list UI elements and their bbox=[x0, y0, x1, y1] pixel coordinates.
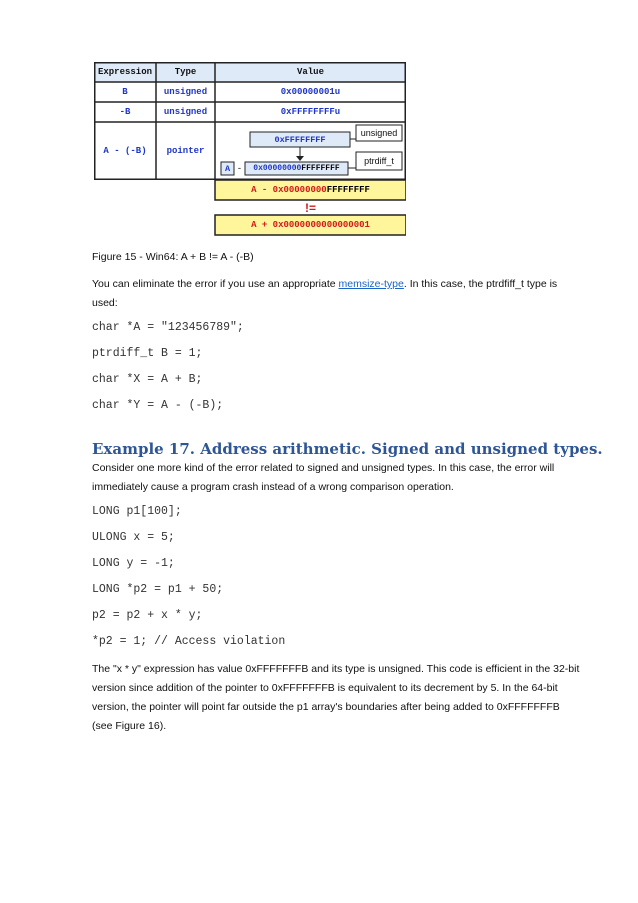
row-b-type: unsigned bbox=[163, 87, 208, 97]
unsigned-label: unsigned bbox=[360, 128, 398, 138]
row-negb-type: unsigned bbox=[163, 107, 208, 117]
inner-minus: - bbox=[236, 163, 243, 174]
header-value: Value bbox=[296, 67, 324, 77]
paragraph-line: version, the pointer will point far outside the p1 array's boundaries after being added to 0xFFFFFFFB bbox=[92, 701, 560, 713]
code-line: ptrdiff_t B = 1; bbox=[92, 347, 203, 360]
memsize-type-link[interactable]: memsize-type bbox=[338, 278, 404, 290]
row-b-value: 0x00000001u bbox=[280, 87, 341, 97]
paragraph-line: immediately cause a program crash instead of a wrong comparison operation. bbox=[92, 481, 454, 493]
code-line: char *Y = A - (-B); bbox=[92, 399, 224, 412]
extended-suffix: FFFFFFFF bbox=[301, 164, 340, 173]
result-plus: A + 0x0000000000000001 bbox=[251, 220, 370, 230]
extended-value bbox=[245, 162, 348, 175]
paragraph-line: version since addition of the pointer to 0xFFFFFFFB is equivalent to its decrement by 5. In the 64-bit bbox=[92, 682, 558, 694]
a-box: A bbox=[224, 163, 231, 174]
row-negb-value: 0xFFFFFFFFu bbox=[280, 107, 341, 117]
header-expression: Expression bbox=[97, 67, 152, 77]
not-equal-sign: != bbox=[304, 200, 316, 215]
inner-top-value: 0xFFFFFFFF bbox=[274, 134, 326, 145]
figure-caption: Figure 15 - Win64: A + B != A - (-B) bbox=[92, 251, 254, 263]
code-line: char *A = "123456789"; bbox=[92, 321, 244, 334]
result-minus bbox=[215, 180, 406, 200]
paragraph-memsize-line2: used: bbox=[92, 297, 118, 309]
code-line: LONG y = -1; bbox=[92, 557, 175, 570]
result-minus-prefix: A - 0x00000000 bbox=[251, 185, 327, 195]
figure-15 bbox=[94, 62, 406, 236]
row-b-expr: B bbox=[122, 87, 128, 97]
code-line: p2 = p2 + x * y; bbox=[92, 609, 203, 622]
paragraph-line: The "x * y" expression has value 0xFFFFFFFB and its type is unsigned. This code is efficient in the 32-bit bbox=[92, 663, 580, 675]
code-line: ULONG x = 5; bbox=[92, 531, 175, 544]
code-line: LONG *p2 = p1 + 50; bbox=[92, 583, 224, 596]
paragraph-line: Consider one more kind of the error related to signed and unsigned types. In this case, the error will bbox=[92, 462, 555, 474]
paragraph-intro bbox=[92, 459, 554, 497]
row-negb-expr: -B bbox=[119, 107, 131, 117]
code-line: *p2 = 1; // Access violation bbox=[92, 635, 286, 648]
paragraph-line: (see Figure 16). bbox=[92, 720, 167, 732]
paragraph-explanation bbox=[92, 660, 579, 736]
result-minus-suffix: FFFFFFFF bbox=[326, 185, 370, 195]
paragraph-memsize bbox=[92, 275, 557, 313]
paragraph-memsize-text: You can eliminate the error if you use an appropriate bbox=[92, 278, 339, 290]
paragraph-memsize-text-end: . In this case, the ptrdfiff_t type is bbox=[403, 278, 558, 290]
code-line: char *X = A + B; bbox=[92, 373, 203, 386]
row-sub-expr: A - (-B) bbox=[103, 146, 147, 156]
code-line: LONG p1[100]; bbox=[92, 505, 182, 518]
section-heading: Example 17. Address arithmetic. Signed and unsigned types. bbox=[92, 440, 603, 458]
ptrdiff-label: ptrdiff_t bbox=[364, 156, 394, 166]
extended-prefix: 0x00000000 bbox=[253, 164, 302, 173]
header-type: Type bbox=[174, 67, 197, 77]
row-sub-type: pointer bbox=[166, 146, 205, 156]
